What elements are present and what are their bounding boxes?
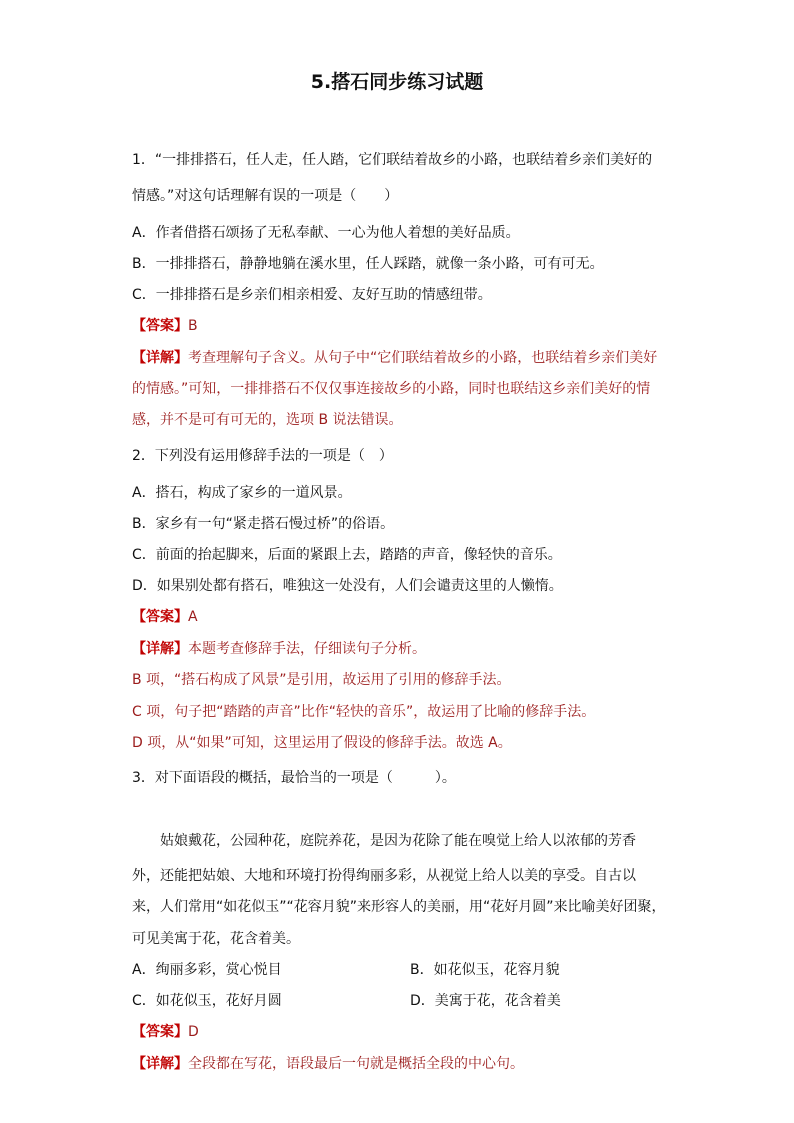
q3-passage-line2: 外，还能把姑娘、大地和环境打扮得绚丽多彩，从视觉上给人以美的享受。自古以 (132, 868, 636, 884)
q1-option-c: C．一排排搭石是乡亲们相亲相爱、友好互助的情感纽带。 (132, 287, 492, 303)
q1-stem-line2: 情感。”对这句话理解有误的一项是（ ） (132, 188, 399, 204)
answer-tag: 【答案】 (132, 318, 188, 334)
detail-tag: 【详解】 (132, 641, 188, 657)
answer-value: A (188, 609, 198, 625)
q1-answer (132, 316, 672, 336)
q2-option-b: B．家乡有一句“紧走搭石慢过桥”的俗语。 (132, 516, 395, 532)
detail-tag: 【详解】 (132, 1056, 188, 1072)
q3-option-d: D．美寓于花，花含着美 (410, 993, 561, 1009)
q1-option-a: A．作者借搭石颂扬了无私奉献、一心为他人着想的美好品质。 (132, 225, 520, 241)
q2-answer (132, 607, 672, 627)
q1-option-b: B．一排排搭石，静静地躺在溪水里，任人踩踏，就像一条小路，可有可无。 (132, 256, 604, 272)
q2-stem: 2．下列没有运用修辞手法的一项是（ ） (132, 448, 393, 464)
q2-detail-line4: D 项，从“如果”可知，这里运用了假设的修辞手法。故选 A。 (132, 735, 512, 751)
q1-stem-line1: 1．“一排排搭石，任人走，任人踏，它们联结着故乡的小路，也联结着乡亲们美好的 (132, 152, 653, 168)
q3-answer (132, 1022, 672, 1042)
answer-tag: 【答案】 (132, 1024, 188, 1040)
q2-option-a: A．搭石，构成了家乡的一道风景。 (132, 485, 352, 501)
q3-option-c: C．如花似玉，花好月圆 (132, 993, 282, 1009)
q3-passage-line4: 可见美寓于花，花含着美。 (132, 931, 300, 947)
q1-detail-line1 (132, 348, 672, 368)
q3-detail-line1 (132, 1054, 672, 1074)
q2-detail-line1 (132, 639, 672, 659)
q3-passage-line3: 来，人们常用“如花似玉”“花容月貌”来形容人的美丽，用“花好月圆”来比喻美好团聚， (132, 899, 666, 915)
answer-value: D (188, 1024, 199, 1040)
q3-option-b: B．如花似玉，花容月貌 (410, 962, 560, 978)
detail-text: 本题考查修辞手法，仔细读句子分析。 (188, 641, 426, 657)
q3-option-a: A．绚丽多彩，赏心悦目 (132, 962, 282, 978)
q1-detail-line2: 的情感。”可知，一排排搭石不仅仅事连接故乡的小路，同时也联结这乡亲们美好的情 (132, 381, 651, 397)
q3-passage-line1: 姑娘戴花，公园种花，庭院养花，是因为花除了能在嗅觉上给人以浓郁的芳香 (160, 833, 636, 849)
q1-detail-line3: 感，并不是可有可无的，选项 B 说法错误。 (132, 412, 403, 428)
q2-detail-line2: B 项，“搭石构成了风景”是引用，故运用了引用的修辞手法。 (132, 672, 511, 688)
q3-stem: 3．对下面语段的概括，最恰当的一项是（ ）。 (132, 770, 456, 786)
detail-tag: 【详解】 (132, 350, 188, 366)
detail-text: 考查理解句子含义。从句子中“它们联结着故乡的小路，也联结着乡亲们美好 (188, 350, 658, 366)
q2-detail-line3: C 项，句子把“踏踏的声音”比作“轻快的音乐”，故运用了比喻的修辞手法。 (132, 704, 596, 720)
detail-text: 全段都在写花，语段最后一句就是概括全段的中心句。 (188, 1056, 524, 1072)
answer-tag: 【答案】 (132, 609, 188, 625)
q2-option-d: D．如果别处都有搭石，唯独这一处没有，人们会谴责这里的人懒惰。 (132, 578, 563, 594)
answer-value: B (188, 318, 198, 334)
q2-option-c: C．前面的抬起脚来，后面的紧跟上去，踏踏的声音，像轻快的音乐。 (132, 547, 562, 563)
page-title: 5.搭石同步练习试题 (310, 71, 484, 93)
